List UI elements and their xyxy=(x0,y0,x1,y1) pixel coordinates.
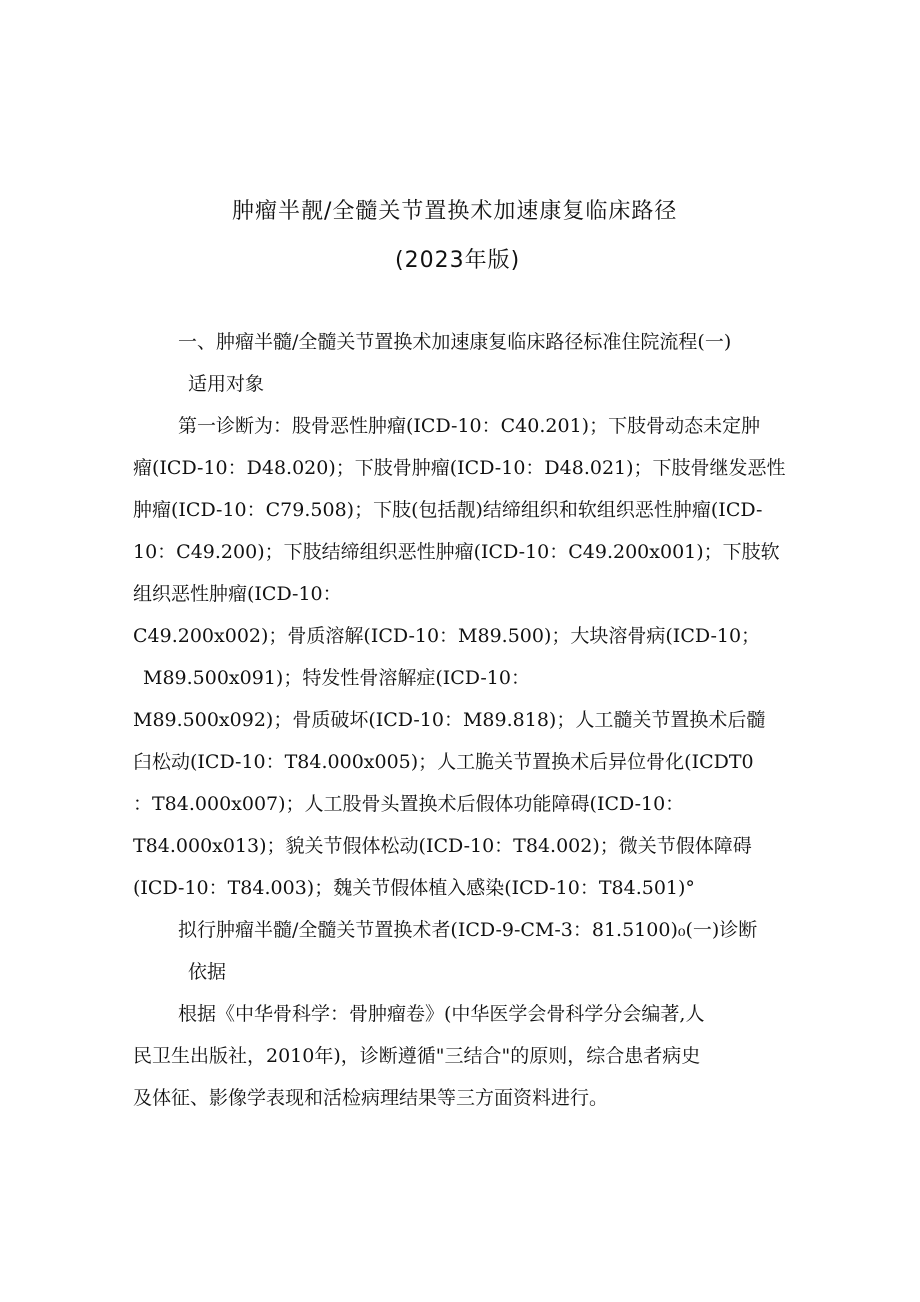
paragraph-line: 拟行肿瘤半髓/全髓关节置换术者(ICD-9-CM-3：81.5100)₀(一)诊断 xyxy=(178,919,758,941)
paragraph-line: ：T84.000x007)；人工股骨头置换术后假体功能障碍(ICD-10： xyxy=(133,793,685,815)
paragraph-line: C49.200x002)；骨质溶解(ICD-10：M89.500)；大块溶骨病(ICD-10； xyxy=(133,625,761,647)
paragraph-line: 臼松动(ICD-10：T84.000x005)；人工脆关节置换术后异位骨化(ICDT0 xyxy=(133,751,754,773)
subsection-heading: 适用对象 xyxy=(188,373,265,395)
paragraph-line: 及体征、影像学表现和活检病理结果等三方面资料进行。 xyxy=(133,1087,609,1109)
paragraph-line: 根据《中华骨科学：骨肿瘤卷》(中华医学会骨科学分会编著,人 xyxy=(178,1003,705,1025)
paragraph-line: 10：C49.200)；下肢结缔组织恶性肿瘤(ICD-10：C49.200x001)；下肢软 xyxy=(133,541,780,563)
paragraph-line: 瘤(ICD-10：D48.020)；下肢骨肿瘤(ICD-10：D48.021)；下肢骨继发恶性 xyxy=(133,457,786,479)
paragraph-line: 肿瘤(ICD-10：C79.508)；下肢(包括靓)结缔组织和软组织恶性肿瘤(ICD- xyxy=(133,499,763,521)
paragraph-line: (ICD-10：T84.003)；魏关节假体植入感染(ICD-10：T84.501)° xyxy=(133,877,695,899)
paragraph-line: 民卫生出版社，2010年)，诊断遵循"三结合"的原则，综合患者病史 xyxy=(133,1045,701,1067)
paragraph-line: T84.000x013)；貌关节假体松动(ICD-10：T84.002)；微关节假体障碍 xyxy=(133,835,752,857)
section-heading: 一、肿瘤半髓/全髓关节置换术加速康复临床路径标准住院流程(一) xyxy=(178,331,732,353)
paragraph-line: M89.500x091)；特发性骨溶解症(ICD-10： xyxy=(143,667,530,689)
paragraph-line: M89.500x092)；骨质破坏(ICD-10：M89.818)；人工髓关节置换术后髓 xyxy=(133,709,766,731)
paragraph-line: 第一诊断为：股骨恶性肿瘤(ICD-10：C40.201)；下肢骨动态未定肿 xyxy=(178,415,761,437)
subsection-heading: 依据 xyxy=(188,961,227,983)
document-title: 肿瘤半靓/全髓关节置换术加速康复临床路径 xyxy=(232,199,678,224)
document-edition: (2023年版) xyxy=(395,248,521,273)
paragraph-line: 组织恶性肿瘤(ICD-10： xyxy=(133,583,342,605)
